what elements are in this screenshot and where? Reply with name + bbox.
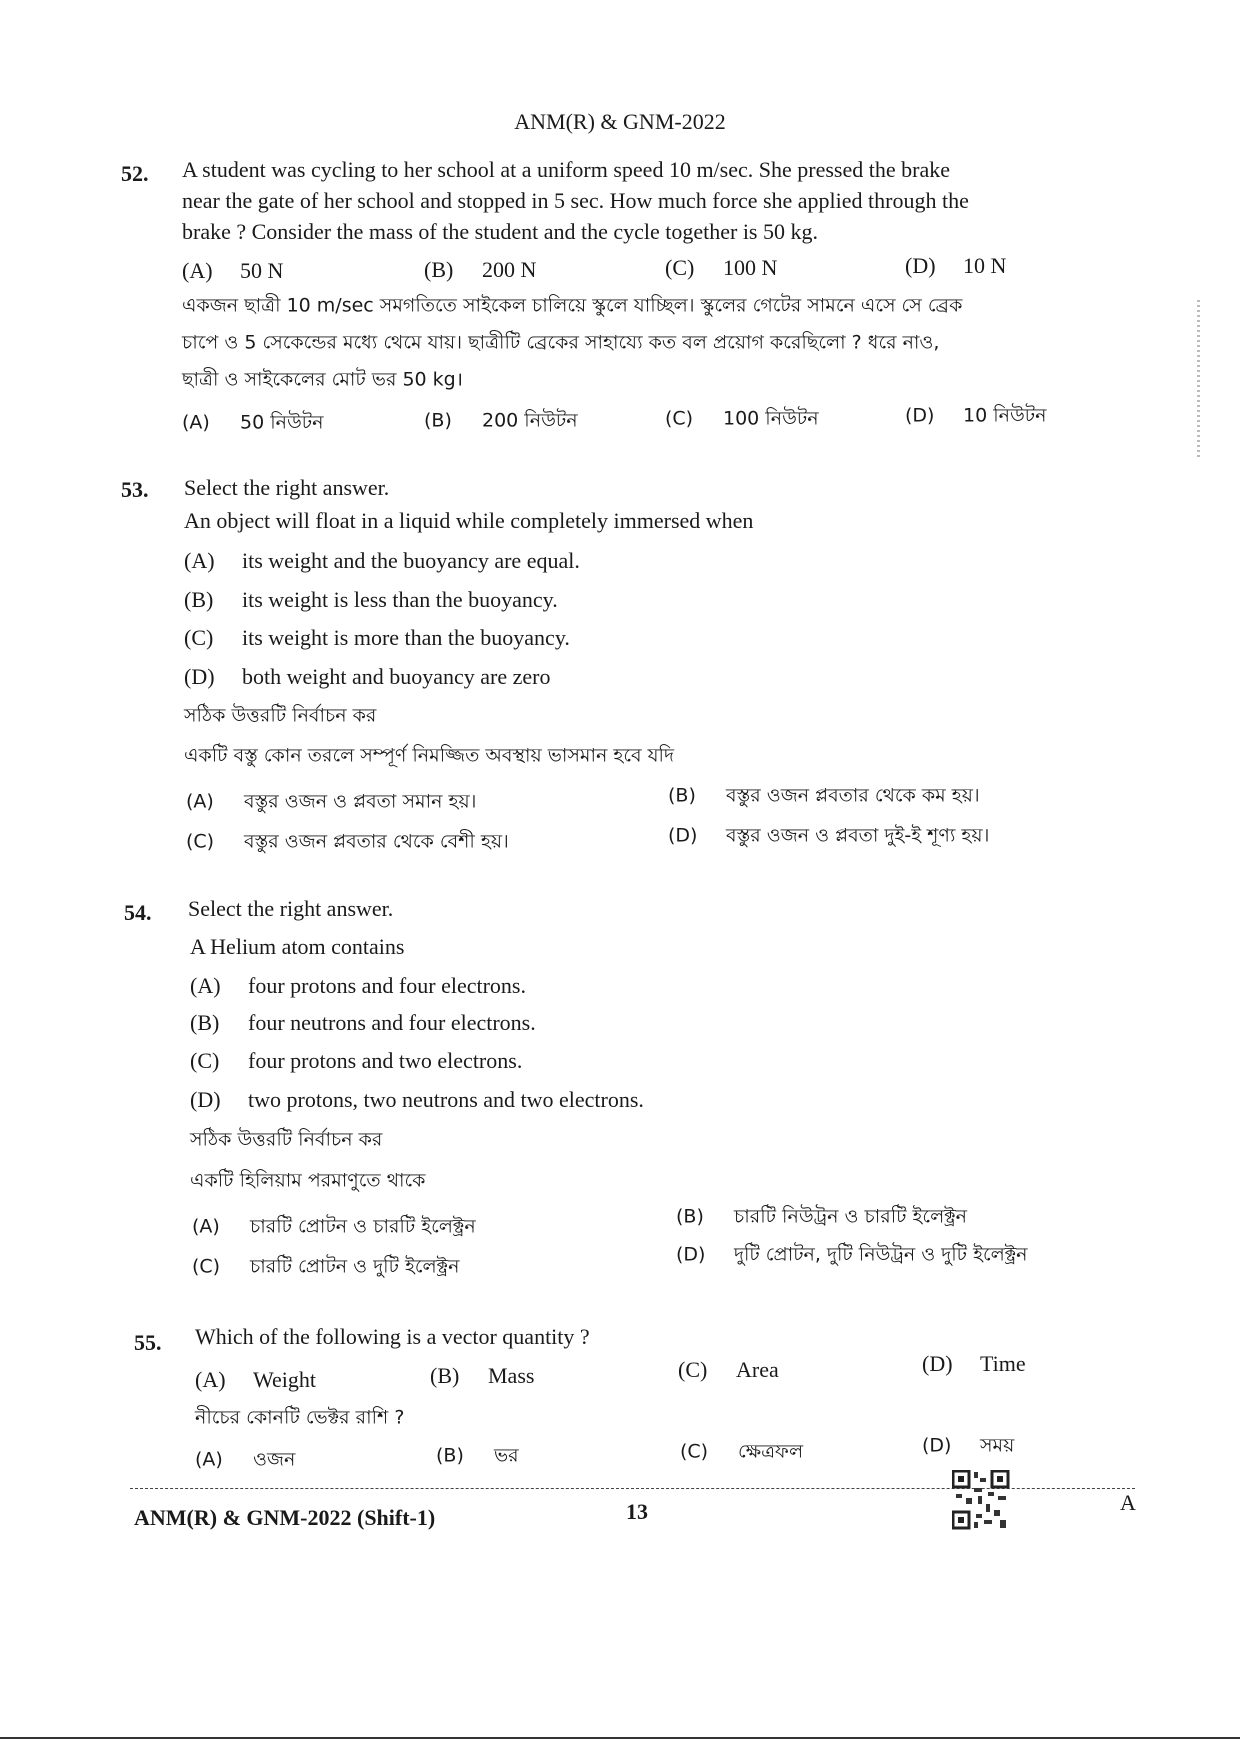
option-text: ওজন [253,1448,296,1471]
option-label: (D) [905,253,936,278]
option-label: (C) [190,1048,220,1073]
question-text-bengali: সঠিক উত্তরটি নির্বাচন কর [190,1128,383,1151]
option-label: (A) [184,548,215,573]
option-label: (D) [922,1351,953,1376]
option-b-bengali [424,409,578,432]
option-label: (A) [195,1448,223,1471]
option-c [190,1050,522,1072]
option-d [184,666,551,688]
question-text: Select the right answer. [188,896,394,921]
option-d [190,1089,644,1111]
scan-artifact [1197,300,1200,460]
question-text-bengali: সঠিক উত্তরটি নির্বাচন কর [184,704,377,727]
option-label: (D) [184,664,215,689]
option-b-bengali [676,1205,967,1228]
option-text: its weight is less than the buoyancy. [242,587,558,612]
option-text: four neutrons and four electrons. [248,1010,536,1035]
option-label: (B) [676,1205,704,1228]
option-text: four protons and four electrons. [248,973,526,998]
option-d-bengali [922,1434,1015,1457]
option-c-bengali [680,1440,804,1463]
option-c [678,1359,779,1381]
option-text: 50 N [240,258,284,283]
option-b [430,1365,534,1387]
option-text: সময় [980,1434,1015,1457]
option-text: চারটি প্রোটন ও চারটি ইলেক্ট্রন [250,1215,476,1238]
option-label: (D) [922,1434,952,1457]
option-text: চারটি নিউট্রন ও চারটি ইলেক্ট্রন [734,1205,967,1228]
page-number: 13 [626,1499,648,1524]
option-label: (D) [190,1087,221,1112]
question-text-bengali: একটি হিলিয়াম পরমাণুতে থাকে [190,1169,426,1192]
question-number: 52. [121,161,149,186]
option-label: (B) [424,409,452,432]
option-label: (A) [182,258,213,283]
option-label: (C) [665,407,694,430]
option-a-bengali [182,411,324,434]
option-d [922,1353,1026,1375]
option-a-bengali [195,1448,296,1471]
option-a [182,260,283,282]
option-b-bengali [436,1444,519,1467]
option-label: (A) [192,1215,220,1238]
question-text-bengali: একটি বস্তু কোন তরলে সম্পূর্ণ নিমজ্জিত অবস্থায় ভাসমান হবে যদি [184,744,674,767]
option-text: বস্তুর ওজন প্লবতার থেকে বেশী হয়। [244,830,509,853]
option-text: 200 নিউটন [482,409,578,432]
option-label: (B) [668,784,696,807]
question-text: Which of the following is a vector quantity ? [195,1324,590,1349]
option-label: (D) [676,1243,706,1266]
option-b [190,1012,536,1034]
footer-exam-title: ANM(R) & GNM-2022 (Shift-1) [134,1505,436,1530]
qr-code-icon [952,1470,1010,1530]
question-text-bengali: নীচের কোনটি ভেক্টর রাশি ? [195,1406,405,1429]
option-label: (D) [668,824,698,847]
option-text: four protons and two electrons. [248,1048,523,1073]
question-number: 53. [121,477,149,502]
option-text: 50 নিউটন [240,411,324,434]
option-c-bengali [186,830,509,853]
question-number: 55. [134,1330,162,1355]
option-c [184,627,570,649]
option-d-bengali [676,1243,1028,1266]
question-text-bengali: ছাত্রী ও সাইকেলের মোট ভর 50 kg। [182,368,463,391]
question-text: A Helium atom contains [190,934,405,959]
option-text: Mass [488,1363,535,1388]
question-text: near the gate of her school and stopped in 5 sec. How much force she applied through the [182,188,969,213]
option-c-bengali [192,1255,460,1278]
option-label: (A) [190,973,221,998]
option-d [905,255,1006,277]
option-label: (C) [184,625,214,650]
option-b [184,589,558,611]
question-set-code: A [1120,1490,1136,1515]
page-header: ANM(R) & GNM-2022 [514,109,726,134]
option-label: (C) [192,1255,221,1278]
option-text: its weight is more than the buoyancy. [242,625,570,650]
option-text: Time [980,1351,1026,1376]
option-text: 200 N [482,257,537,282]
option-a [195,1369,316,1391]
option-text: বস্তুর ওজন প্লবতার থেকে কম হয়। [726,784,980,807]
option-text: চারটি প্রোটন ও দুটি ইলেক্ট্রন [250,1255,460,1278]
question-text-bengali: চাপে ও 5 সেকেন্ডের মধ্যে থেমে যায়। ছাত্রীটি ব্রেকের সাহায্যে কত বল প্রয়োগ করেছিলো ? ধরে নাও, [182,331,940,354]
option-label: (A) [186,790,214,813]
question-text: brake ? Consider the mass of the student and the cycle together is 50 kg. [182,219,818,244]
option-label: (B) [430,1363,460,1388]
option-text: both weight and buoyancy are zero [242,664,551,689]
option-text: its weight and the buoyancy are equal. [242,548,580,573]
option-b-bengali [668,784,980,807]
question-text: A student was cycling to her school at a uniform speed 10 m/sec. She pressed the brake [182,157,950,182]
question-text: An object will float in a liquid while completely immersed when [184,508,754,533]
option-label: (C) [186,830,215,853]
option-label: (A) [182,411,210,434]
option-label: (B) [184,587,214,612]
option-text: বস্তুর ওজন ও প্লবতা দুই-ই শূণ্য হয়। [726,824,990,847]
option-text: 100 নিউটন [723,407,819,430]
option-label: (C) [665,255,695,280]
option-b [424,259,536,281]
option-text: 100 N [723,255,778,280]
option-label: (B) [424,257,454,282]
option-text: ক্ষেত্রফল [738,1440,804,1463]
option-d-bengali [905,404,1047,427]
option-c-bengali [665,407,819,430]
option-label: (A) [195,1367,226,1392]
option-label: (D) [905,404,935,427]
option-text: ভর [494,1444,519,1467]
option-label: (C) [680,1440,709,1463]
option-a [184,550,580,572]
question-number: 54. [124,900,152,925]
option-text: Area [736,1357,779,1382]
option-text: Weight [253,1367,316,1392]
option-text: দুটি প্রোটন, দুটি নিউট্রন ও দুটি ইলেক্ট্রন [734,1243,1028,1266]
page-bottom-edge [0,1737,1240,1739]
option-a-bengali [186,790,477,813]
option-label: (B) [436,1444,464,1467]
option-text: 10 N [963,253,1007,278]
option-text: two protons, two neutrons and two electrons. [248,1087,644,1112]
option-a-bengali [192,1215,476,1238]
option-text: বস্তুর ওজন ও প্লবতা সমান হয়। [244,790,477,813]
option-a [190,975,526,997]
option-c [665,257,777,279]
option-text: 10 নিউটন [963,404,1047,427]
option-label: (B) [190,1010,220,1035]
question-text: Select the right answer. [184,475,390,500]
option-label: (C) [678,1357,708,1382]
option-d-bengali [668,824,990,847]
question-text-bengali: একজন ছাত্রী 10 m/sec সমগতিতে সাইকেল চালিয়ে স্কুলে যাচ্ছিল। স্কুলের গেটের সামনে এসে সে ব্রেক [182,294,963,317]
